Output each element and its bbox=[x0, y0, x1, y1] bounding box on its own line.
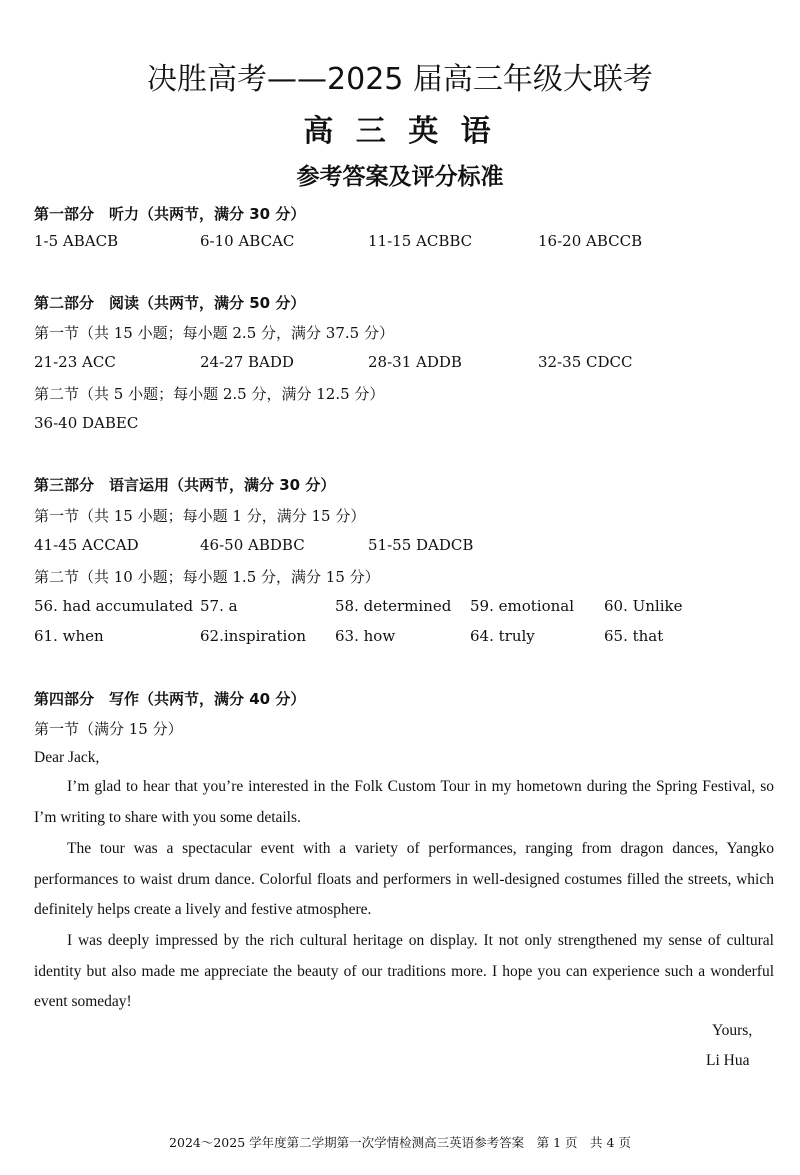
part3-section2-note: 第二节（共 10 小题；每小题 1.5 分，满分 15 分） bbox=[34, 568, 380, 586]
answer-group: 6-10 ABCAC bbox=[200, 232, 295, 250]
answer-group: 11-15 ACBBC bbox=[368, 232, 473, 250]
answer-item: 61. when bbox=[34, 627, 104, 645]
exam-title: 决胜高考——2025 届高三年级大联考 bbox=[147, 62, 653, 97]
answer-group: 51-55 DADCB bbox=[368, 536, 474, 554]
answer-group: 28-31 ADDB bbox=[368, 353, 462, 371]
page-footer: 2024～2025 学年度第二学期第一次学情检测高三英语参考答案 第 1 页 共 4 页 bbox=[169, 1135, 631, 1150]
answer-group: 21-23 ACC bbox=[34, 353, 116, 371]
part1-heading: 第一部分 听力（共两节，满分 30 分） bbox=[34, 205, 306, 223]
letter-paragraph: I’m glad to hear that you’re interested in the Folk Custom Tour in my hometown during the Spring Festival, so I’m writing to share with you some details. bbox=[34, 778, 774, 826]
subject-title: 高 三 英 语 bbox=[303, 114, 497, 149]
answer-group: 1-5 ABACB bbox=[34, 232, 119, 250]
answer-item: 65. that bbox=[604, 627, 664, 645]
letter-greeting: Dear Jack, bbox=[34, 749, 100, 766]
answer-group: 32-35 CDCC bbox=[538, 353, 633, 371]
answer-item: 57. a bbox=[200, 597, 238, 615]
letter-paragraph: The tour was a spectacular event with a variety of performances, ranging from dragon dances, Yangko performances to waist drum dance. Colorful floats and performers in well-designed costumes filled the streets, which definitely helps create a lively and festive atmosphere. bbox=[34, 840, 774, 918]
answer-group: 46-50 ABDBC bbox=[200, 536, 305, 554]
answer-key-title: 参考答案及评分标准 bbox=[296, 163, 504, 190]
answer-item: 59. emotional bbox=[470, 597, 575, 615]
part2-section1-note: 第一节（共 15 小题；每小题 2.5 分，满分 37.5 分） bbox=[34, 324, 394, 342]
answer-item: 63. how bbox=[335, 627, 396, 645]
part2-section1-answer-row bbox=[0, 353, 800, 375]
part3-heading: 第三部分 语言运用（共两节，满分 30 分） bbox=[34, 476, 336, 494]
part3-section2-row1 bbox=[0, 597, 800, 619]
answer-group: 41-45 ACCAD bbox=[34, 536, 139, 554]
letter-closing: Yours, bbox=[712, 1022, 753, 1039]
part4-heading: 第四部分 写作（共两节，满分 40 分） bbox=[34, 690, 306, 708]
part3-section1-note: 第一节（共 15 小题；每小题 1 分，满分 15 分） bbox=[34, 507, 366, 525]
letter-paragraph: I was deeply impressed by the rich cultural heritage on display. It not only strengthened my sense of cultural identity but also made me appreciate the beauty of our traditions more. I hope you can experience such a wonderful event someday! bbox=[34, 932, 774, 1010]
answer-item: 56. had accumulated bbox=[34, 597, 194, 615]
part3-section1-answer-row bbox=[0, 536, 800, 558]
answer-item: 64. truly bbox=[470, 627, 535, 645]
answer-item: 58. determined bbox=[335, 597, 452, 615]
part1-answer-row bbox=[0, 232, 800, 254]
answer-group: 24-27 BADD bbox=[200, 353, 294, 371]
part2-heading: 第二部分 阅读（共两节，满分 50 分） bbox=[34, 294, 306, 312]
part2-section2-note: 第二节（共 5 小题；每小题 2.5 分，满分 12.5 分） bbox=[34, 385, 385, 403]
answer-group: 16-20 ABCCB bbox=[538, 232, 643, 250]
part3-section2-row2 bbox=[0, 627, 800, 649]
answer-item: 62.inspiration bbox=[200, 627, 307, 645]
part2-section2-answer-row bbox=[0, 414, 800, 436]
part4-section1-note: 第一节（满分 15 分） bbox=[34, 720, 183, 738]
answer-item: 60. Unlike bbox=[604, 597, 683, 615]
letter-signature: Li Hua bbox=[706, 1052, 750, 1069]
answer-group: 36-40 DABEC bbox=[34, 414, 139, 432]
